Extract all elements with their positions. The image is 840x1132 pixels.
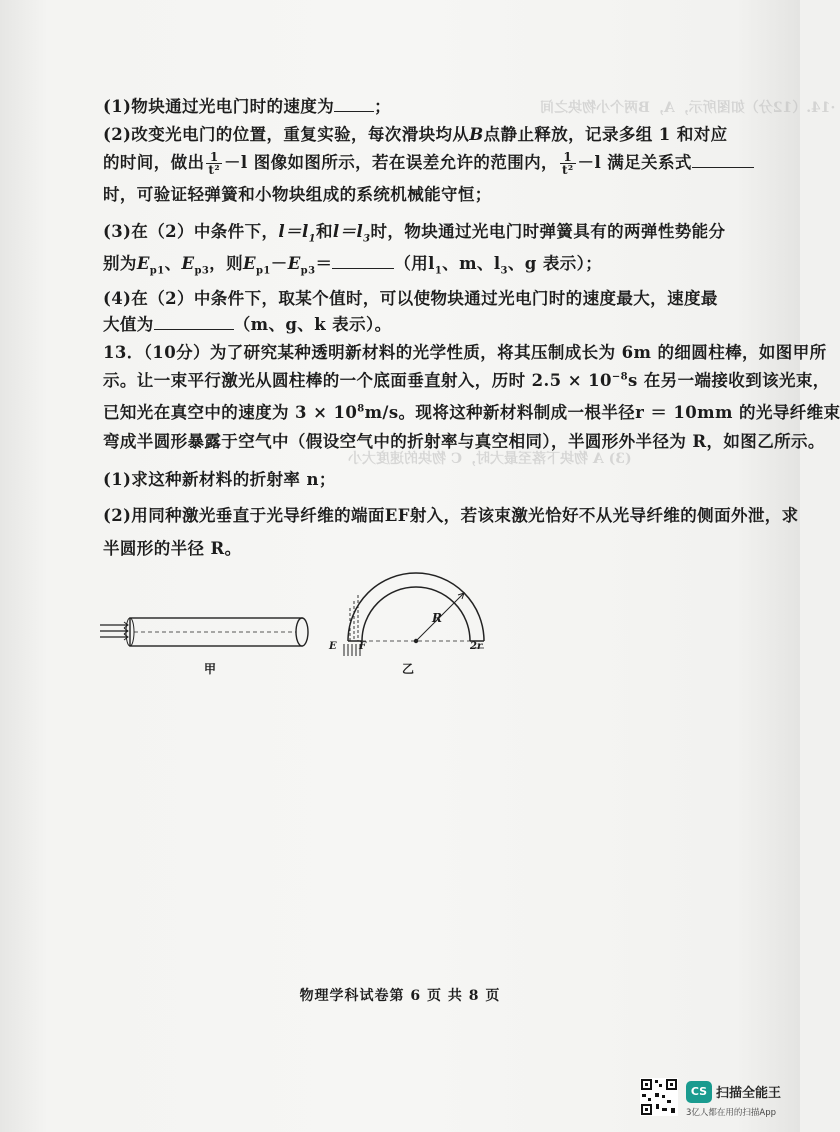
frac-num: 1 <box>206 151 222 164</box>
q13-sub2-line1 <box>103 502 799 526</box>
q12-part3-line1 <box>103 218 725 244</box>
q12-part3-text-end: 时，物块通过光电门时弹簧具有的两弹性势能分 <box>370 222 726 241</box>
fraction-one-over-t2 <box>560 151 576 176</box>
q13-text-a: 已知光在真空中的速度为 3 × 10 <box>103 403 358 422</box>
q12-part4-line1 <box>103 285 718 309</box>
q13-text-a: 示。让一束平行激光从圆柱棒的一个底面垂直射入，历时 2.5 × 10 <box>103 371 612 390</box>
bleed-through-text: (3) A 物块下落至最大时，C 物块的速度大小 <box>348 451 632 467</box>
answer-blank <box>154 329 234 330</box>
sub: p3 <box>300 265 316 277</box>
radius-label: R <box>432 611 442 625</box>
hint-b: 、m、l <box>442 254 501 273</box>
energy-symbol: E <box>287 254 301 273</box>
q12-part2-text-a: 的时间，做出 <box>103 153 205 172</box>
frac-num: 1 <box>560 151 576 164</box>
frac-den: t² <box>208 163 221 177</box>
q12-part2-text-c: －l 满足关系式 <box>577 153 692 172</box>
sub: 1 <box>308 233 316 245</box>
comma: 、 <box>164 254 182 273</box>
q12-part2-line3 <box>103 181 492 205</box>
minus: － <box>270 254 288 273</box>
fraction-one-over-t2 <box>206 151 222 176</box>
q12-part1-text: (1)物块通过光电门时的速度为 <box>103 97 335 116</box>
figure-jia-rod <box>100 610 320 660</box>
sub: p3 <box>194 265 210 277</box>
q12-part2-line1 <box>103 121 728 145</box>
point-f-label: F <box>359 641 367 652</box>
q13-stem-line3 <box>103 399 840 423</box>
q12-part2-text-b: －l 图像如图所示，若在误差允许的范围内， <box>224 153 558 172</box>
q12-part4-text-a: 大值为 <box>103 315 154 334</box>
hint-c: 、g 表示）； <box>507 254 603 273</box>
q12-part4-line2 <box>103 311 392 335</box>
q12-part3-text: (3)在（2）中条件下， <box>103 222 279 241</box>
answer-blank <box>334 111 374 112</box>
qr-code-icon <box>640 1078 678 1116</box>
q12-part2-text-line3: 时，可验证轻弹簧和小物块组成的系统机械能守恒； <box>103 185 492 204</box>
q13-sub1 <box>103 466 336 490</box>
q12-part2-text-end: 点静止释放，记录多组 1 和对应 <box>483 125 728 144</box>
q12-part2-line2 <box>103 149 754 176</box>
exponent: 8 <box>357 403 365 415</box>
q13-sub1-text: (1)求这种新材料的折射率 n； <box>103 470 336 489</box>
q13-sub2-text: (2)用同种激光垂直于光导纤维的端面EF射入，若该束激光恰好不从光导纤维的侧面外泄，求 <box>103 506 799 525</box>
energy-symbol: E <box>181 254 195 273</box>
point-b: B <box>469 125 484 144</box>
q13-text-b: m/s。现将这种新材料制成一根半径r ＝ 10mm 的光导纤维束 <box>364 403 840 422</box>
sub: p1 <box>149 265 165 277</box>
camscanner-name: 扫描全能王 <box>716 1086 782 1101</box>
frac-den: t² <box>561 163 574 177</box>
q13-sub2-line2 <box>103 535 242 559</box>
answer-blank <box>332 268 394 269</box>
point-e-label: E <box>329 641 337 652</box>
camscanner-tagline: 3亿人都在用的扫描App <box>686 1108 777 1118</box>
sub: 1 <box>434 265 443 277</box>
sub: 3 <box>500 265 508 277</box>
q13-stem-line1 <box>103 339 827 363</box>
width-2r-label: 2r <box>470 641 483 652</box>
q13-stem-line4 <box>103 428 825 452</box>
q12-part1 <box>103 93 391 117</box>
exponent: −8 <box>611 371 628 383</box>
energy-symbol: E <box>243 254 257 273</box>
answer-blank <box>692 167 754 168</box>
q12-part4-text: (4)在（2）中条件下，取某个值时，可以使物块通过光电门时的速度最大，速度最 <box>103 289 718 308</box>
sub: 3 <box>363 233 371 245</box>
hint: （用l <box>394 254 435 273</box>
sub: p1 <box>256 265 271 277</box>
bleed-through-text: ·14.（12分）如图所示，A，B两个小物块之间 <box>540 100 836 116</box>
q13-text: 弯成半圆形暴露于空气中（假设空气中的折射率与真空相同），半圆形外半径为 R，如图乙所示。 <box>103 432 825 451</box>
q12-part4-text-b: （m、g、k 表示）。 <box>233 315 392 334</box>
figure-yi-fiber <box>320 568 520 668</box>
energy-symbol: E <box>136 254 150 273</box>
q12-part3-text-a: 别为 <box>103 254 137 273</box>
equals: ＝ <box>315 254 333 273</box>
figure-yi-label: 乙 <box>402 662 415 676</box>
figure-jia-label: 甲 <box>204 662 217 676</box>
q12-part2-text: (2)改变光电门的位置，重复实验，每次滑块均从 <box>103 125 470 144</box>
l1-expr: l＝l <box>278 222 309 241</box>
camscanner-logo: CS <box>686 1081 712 1103</box>
page-footer: 物理学科试卷第 6 页 共 8 页 <box>299 988 501 1004</box>
q13-sub2-text-2: 半圆形的半径 R。 <box>103 539 242 558</box>
q12-part1-suffix: ； <box>374 97 392 116</box>
q12-part3-line2 <box>103 250 602 276</box>
q13-text: 13．（10分）为了研究某种透明新材料的光学性质，将其压制成长为 6m 的细圆柱棒，如图甲所 <box>103 343 827 362</box>
q13-text-b: s 在另一端接收到该光束， <box>627 371 830 390</box>
then: ，则 <box>209 254 244 273</box>
l3-expr: l＝l <box>332 222 364 241</box>
and: 和 <box>316 222 333 241</box>
q13-stem-line2 <box>103 367 830 391</box>
